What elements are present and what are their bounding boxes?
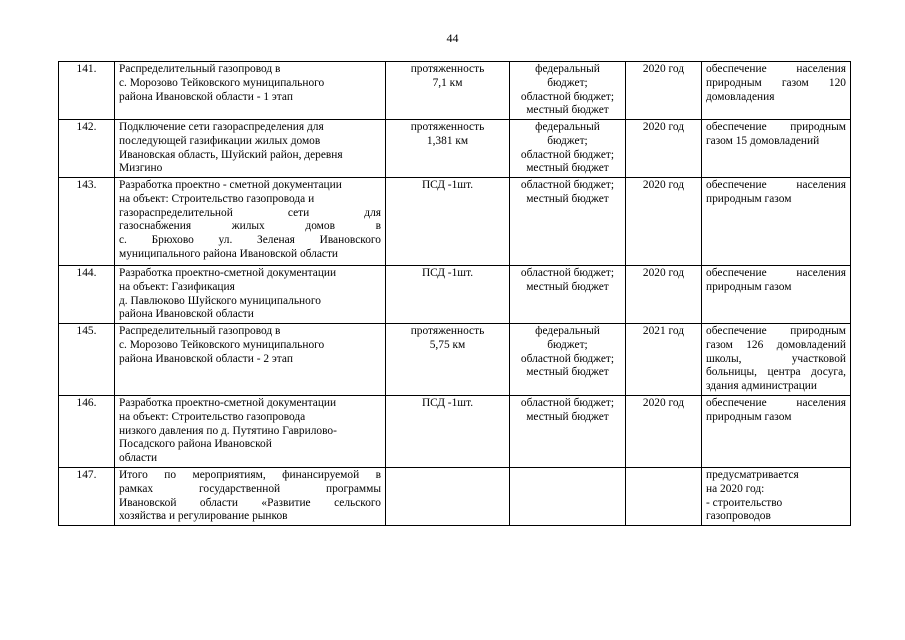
cell-line: на объект: Строительство газопровода — [119, 410, 306, 423]
expected-result — [702, 178, 851, 266]
cell-line: предусматривается — [706, 469, 799, 481]
cell-line: низкого давления по д. Путятино Гаврилово- — [119, 424, 337, 437]
measure-description — [115, 120, 386, 178]
funding-source — [510, 324, 626, 396]
cell-line: обеспечение природным — [706, 325, 846, 337]
implementation-year: 2021 год — [626, 324, 702, 396]
cell-line: бюджет; — [547, 338, 588, 351]
row-number: 141. — [59, 62, 115, 120]
measure-description — [115, 468, 386, 526]
cell-line: местный бюджет — [526, 280, 609, 293]
row-number: 145. — [59, 324, 115, 396]
cell-line: области — [119, 452, 158, 465]
expected-result — [702, 468, 851, 526]
cell-line: газоснабжения жилых домов в — [119, 220, 381, 233]
row-number: 147. — [59, 468, 115, 526]
cell-line: района Ивановской области - 2 этап — [119, 352, 293, 365]
cell-line: обеспечение населения — [706, 63, 846, 75]
cell-line: муниципального района Ивановской области — [119, 247, 339, 260]
cell-line: протяженность — [410, 63, 485, 75]
cell-line: областной бюджет; — [520, 397, 615, 409]
cell-line: школы, участковой — [706, 352, 846, 365]
cell-line: природным газом — [706, 192, 792, 205]
cell-line: Разработка проектно-сметной документации — [119, 267, 337, 279]
cell-line: с. Морозово Тейковского муниципального — [119, 338, 325, 351]
cell-line: 5,75 км — [429, 338, 466, 351]
measure-description — [115, 62, 386, 120]
cell-line: последующей газификации жилых домов — [119, 134, 321, 147]
cell-line: обеспечение природным — [706, 121, 846, 133]
cell-line: больницы, центра досуга, — [706, 366, 846, 379]
cell-line: природным газом 120 — [706, 76, 846, 89]
cell-line: областной бюджет; — [520, 267, 615, 279]
table-row — [59, 120, 851, 178]
cell-line: на объект: Газификация — [119, 280, 235, 293]
cell-line: д. Павлюково Шуйского муниципального — [119, 294, 321, 307]
cell-line: местный бюджет — [526, 366, 609, 379]
expected-result — [702, 266, 851, 324]
expected-result — [702, 62, 851, 120]
cell-line: газом 15 домовладений — [706, 134, 820, 147]
implementation-year: 2020 год — [626, 178, 702, 266]
measure-description — [115, 324, 386, 396]
table-row — [59, 266, 851, 324]
measure-description — [115, 266, 386, 324]
cell-line: природным газом — [706, 280, 792, 293]
cell-line: Разработка проектно-сметной документации — [119, 397, 337, 409]
cell-line: обеспечение населения — [706, 179, 846, 191]
cell-line: района Ивановской области — [119, 308, 254, 321]
cell-line: на объект: Строительство газопровода и — [119, 192, 315, 205]
cell-line: газопроводов — [706, 510, 771, 523]
row-number: 143. — [59, 178, 115, 266]
cell-line: местный бюджет — [526, 410, 609, 423]
cell-line: областной бюджет; — [520, 148, 615, 161]
implementation-year: 2020 год — [626, 396, 702, 468]
cell-line: бюджет; — [547, 134, 588, 147]
row-number: 144. — [59, 266, 115, 324]
row-number: 142. — [59, 120, 115, 178]
funding-source — [510, 468, 626, 526]
cell-line: Мизгино — [119, 162, 163, 175]
cell-line: ПСД -1шт. — [421, 179, 474, 191]
cell-line: с. Брюхово ул. Зеленая Ивановского — [119, 234, 381, 247]
cell-line: местный бюджет — [526, 192, 609, 205]
implementation-year — [626, 468, 702, 526]
table-row — [59, 178, 851, 266]
funding-source — [510, 120, 626, 178]
cell-line: газом 126 домовладений — [706, 338, 846, 351]
cell-line: протяженность — [410, 121, 485, 133]
table-row — [59, 62, 851, 120]
cell-line: здания администрации — [706, 380, 817, 393]
cell-line: местный бюджет — [526, 104, 609, 117]
funding-source — [510, 178, 626, 266]
measure-volume — [386, 120, 510, 178]
table-row — [59, 396, 851, 468]
measures-table — [58, 61, 851, 526]
implementation-year: 2020 год — [626, 120, 702, 178]
measure-volume — [386, 266, 510, 324]
cell-line: Ивановская область, Шуйский район, деревня — [119, 148, 343, 161]
measure-volume — [386, 468, 510, 526]
cell-line: бюджет; — [547, 76, 588, 89]
table-row — [59, 324, 851, 396]
cell-line: областной бюджет; — [520, 90, 615, 103]
funding-source — [510, 62, 626, 120]
cell-line: Посадского района Ивановской — [119, 438, 272, 451]
expected-result — [702, 120, 851, 178]
cell-line: Распределительный газопровод в — [119, 325, 281, 337]
page-number: 44 — [446, 31, 459, 45]
cell-line: местный бюджет — [526, 162, 609, 175]
funding-source — [510, 266, 626, 324]
cell-line: 1,381 км — [426, 134, 469, 147]
row-number: 146. — [59, 396, 115, 468]
cell-line: Подключение сети газораспределения для — [119, 121, 324, 133]
cell-line: Распределительный газопровод в — [119, 63, 281, 75]
implementation-year: 2020 год — [626, 62, 702, 120]
measure-volume — [386, 324, 510, 396]
cell-line: хозяйства и регулирование рынков — [119, 510, 288, 523]
measure-volume — [386, 178, 510, 266]
expected-result — [702, 396, 851, 468]
measure-description — [115, 396, 386, 468]
cell-line: Итого по мероприятиям, финансируемой в — [119, 469, 381, 481]
cell-line: ПСД -1шт. — [421, 397, 474, 409]
cell-line: федеральный — [535, 63, 600, 75]
cell-line: ПСД -1шт. — [421, 267, 474, 279]
cell-line: на 2020 год: — [706, 482, 765, 495]
cell-line: федеральный — [535, 325, 600, 337]
cell-line: областной бюджет; — [520, 352, 615, 365]
table-row — [59, 468, 851, 526]
measure-description — [115, 178, 386, 266]
cell-line: природным газом — [706, 410, 792, 423]
cell-line: газораспределительной сети для — [119, 206, 381, 219]
implementation-year: 2020 год — [626, 266, 702, 324]
expected-result — [702, 324, 851, 396]
cell-line: района Ивановской области - 1 этап — [119, 90, 293, 103]
cell-line: областной бюджет; — [520, 179, 615, 191]
cell-line: Разработка проектно - сметной документации — [119, 179, 342, 191]
cell-line: рамках государственной программы — [119, 482, 381, 495]
cell-line: обеспечение населения — [706, 267, 846, 279]
cell-line: протяженность — [410, 325, 485, 337]
cell-line: домовладения — [706, 90, 775, 103]
cell-line: федеральный — [535, 121, 600, 133]
funding-source — [510, 396, 626, 468]
cell-line: Ивановской области «Развитие сельского — [119, 496, 381, 509]
cell-line: обеспечение населения — [706, 397, 846, 409]
measure-volume — [386, 396, 510, 468]
measure-volume — [386, 62, 510, 120]
cell-line: - строительство — [706, 496, 783, 509]
cell-line: 7,1 км — [432, 76, 463, 89]
cell-line: с. Морозово Тейковского муниципального — [119, 76, 325, 89]
